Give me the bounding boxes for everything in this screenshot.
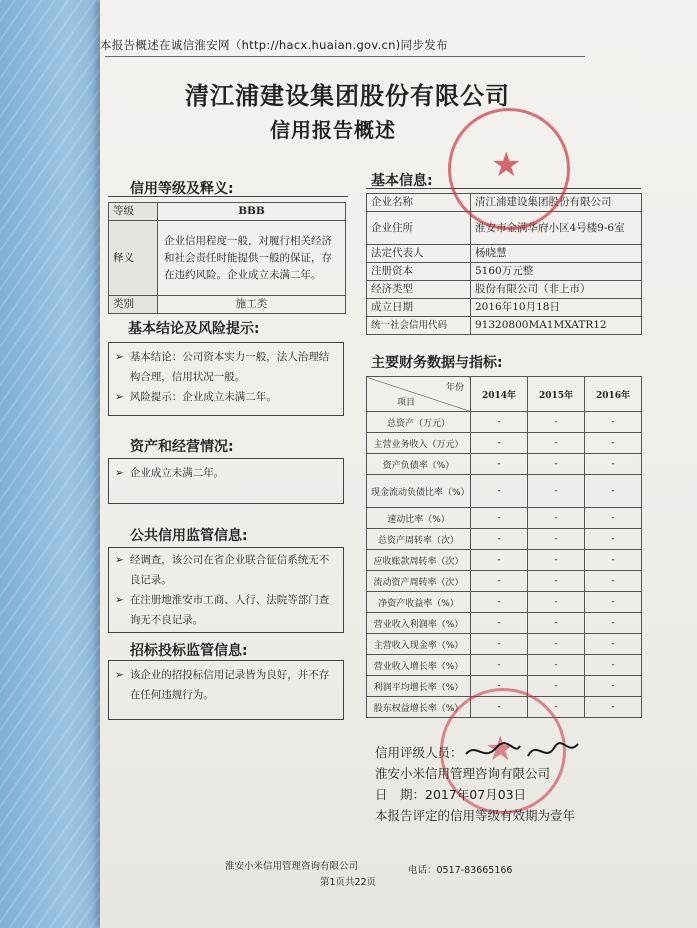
handwritten-signature xyxy=(462,736,582,766)
table-cell: - xyxy=(585,571,642,592)
footer-page: 第1页共22页 xyxy=(320,877,377,888)
table-cell: - xyxy=(471,697,528,718)
basic-heading: 基本信息: xyxy=(371,173,433,189)
table-cell: - xyxy=(528,475,585,508)
bid-heading: 招标投标监管信息: xyxy=(130,643,248,659)
table-cell: - xyxy=(528,412,585,433)
table-cell: - xyxy=(585,634,642,655)
table-row xyxy=(367,571,642,592)
table-cell: - xyxy=(585,475,642,508)
row-label: 应收账款周转率（次） xyxy=(367,550,471,571)
header-note: 本报告概述在诚信淮安网（http://hacx.huaian.gov.cn)同步发布 xyxy=(100,38,448,52)
table-cell: - xyxy=(471,613,528,634)
table-cell: - xyxy=(471,529,528,550)
table-cell: - xyxy=(528,676,585,697)
assets-box xyxy=(108,458,344,504)
table-cell: - xyxy=(585,655,642,676)
row-label: 主营业务收入（万元） xyxy=(367,433,471,454)
table-cell: - xyxy=(471,634,528,655)
table-row xyxy=(367,613,642,634)
analyst-line: 信用评级人员： xyxy=(375,745,463,760)
conclusion-box xyxy=(108,342,344,416)
blue-cover xyxy=(0,0,110,928)
table-cell: - xyxy=(585,592,642,613)
list-item: ➢ 基本结论：公司资本实力一般，法人治理结构合理，信用状况一般。 xyxy=(115,351,330,383)
finance-table xyxy=(366,376,642,718)
row-label: 总资产（万元） xyxy=(367,412,471,433)
table-cell: - xyxy=(471,508,528,529)
table-cell: - xyxy=(471,676,528,697)
table-cell: - xyxy=(528,550,585,571)
table-row xyxy=(367,412,642,433)
table-cell: - xyxy=(585,529,642,550)
table-cell: - xyxy=(585,508,642,529)
grade-table xyxy=(108,202,346,314)
table-cell: - xyxy=(585,676,642,697)
row-label: 总资产周转率（次） xyxy=(367,529,471,550)
table-row xyxy=(367,655,642,676)
table-cell: - xyxy=(528,454,585,475)
footer-phone: 电话：0517-83665166 xyxy=(408,865,513,876)
divider xyxy=(108,196,348,197)
row-label: 净资产收益率（%） xyxy=(367,592,471,613)
table-row: 企业住所 淮安市金满华府小区4号楼9-6室 xyxy=(367,212,642,245)
table-row xyxy=(367,508,642,529)
table-cell: - xyxy=(528,433,585,454)
table-cell: - xyxy=(528,529,585,550)
table-row: 法定代表人 杨晓慧 xyxy=(367,245,642,263)
row-label: 现金流动负债比率（%） xyxy=(367,475,471,508)
table-row xyxy=(367,550,642,571)
table-row xyxy=(367,634,642,655)
table-cell: - xyxy=(528,592,585,613)
table-cell: - xyxy=(585,613,642,634)
table-cell: - xyxy=(528,697,585,718)
finance-heading: 主要财务数据与指标: xyxy=(371,355,503,371)
table-cell: - xyxy=(471,475,528,508)
public-heading: 公共信用监管信息: xyxy=(130,528,248,544)
table-cell: - xyxy=(585,454,642,475)
list-item: ➢ 风险提示：企业成立未满二年。 xyxy=(115,391,277,403)
table-cell: - xyxy=(471,412,528,433)
table-cell: - xyxy=(528,634,585,655)
table-cell: - xyxy=(585,412,642,433)
row-label: 资产负债率（%） xyxy=(367,454,471,475)
corner-cell: 年份 项目 xyxy=(367,377,471,412)
list-item: ➢ 在注册地淮安市工商、人行、法院等部门查询无不良记录。 xyxy=(115,594,330,626)
table-row xyxy=(367,529,642,550)
row-label: 流动资产周转率（次） xyxy=(367,571,471,592)
table-cell: - xyxy=(585,433,642,454)
public-box xyxy=(108,547,344,633)
table-row: 经济类型 股份有限公司（非上市） xyxy=(367,281,642,299)
table-cell: - xyxy=(585,550,642,571)
table-cell: - xyxy=(528,613,585,634)
table-row xyxy=(367,433,642,454)
table-row: 等级 BBB xyxy=(109,203,346,221)
table-row: 释义 企业信用程度一般，对履行相关经济和社会责任时能提供一般的保证，存在违约风险。企业成立未满二年。 xyxy=(109,221,346,296)
list-item: ➢ 该企业的招投标信用记录皆为良好，并不存在任何违规行为。 xyxy=(115,669,330,701)
assets-heading: 资产和经营情况: xyxy=(130,439,234,455)
row-label: 主营收入现金率（%） xyxy=(367,634,471,655)
table-row: 统一社会信用代码 91320800MA1MXATR12 xyxy=(367,317,642,335)
table-header-row: 年份 项目 2014年 2015年 2016年 xyxy=(367,377,642,412)
date-line: 日 期：2017年07月03日 xyxy=(375,787,527,802)
company-seal xyxy=(448,108,570,230)
table-row: 类别 施工类 xyxy=(109,296,346,314)
bid-box xyxy=(108,660,344,720)
company-title: 清江浦建设集团股份有限公司 xyxy=(185,82,510,110)
table-row xyxy=(367,592,642,613)
table-cell: - xyxy=(528,571,585,592)
header-divider xyxy=(105,56,585,57)
footer-company: 淮安小米信用管理咨询有限公司 xyxy=(225,861,359,872)
table-cell: - xyxy=(471,592,528,613)
row-label: 营业收入增长率（%） xyxy=(367,655,471,676)
table-row: 成立日期 2016年10月18日 xyxy=(367,299,642,317)
table-cell: - xyxy=(471,433,528,454)
list-item: ➢ 企业成立未满二年。 xyxy=(115,467,225,479)
table-row: 企业名称 清江浦建设集团股份有限公司 xyxy=(367,194,642,212)
table-row: 注册资本 5160万元整 xyxy=(367,263,642,281)
table-cell: - xyxy=(471,550,528,571)
row-label: 速动比率（%） xyxy=(367,508,471,529)
validity-line: 本报告评定的信用等级有效期为壹年 xyxy=(375,808,576,823)
star-icon: ★ xyxy=(485,729,516,769)
conclusion-heading: 基本结论及风险提示: xyxy=(128,321,260,337)
table-cell: - xyxy=(528,655,585,676)
table-row xyxy=(367,475,642,508)
table-row xyxy=(367,454,642,475)
list-item: ➢ 经调查，该公司在省企业联合征信系统无不良记录。 xyxy=(115,554,330,586)
org-line: 淮安小米信用管理咨询有限公司 xyxy=(375,766,551,781)
table-cell: - xyxy=(471,454,528,475)
table-cell: - xyxy=(471,655,528,676)
table-cell: - xyxy=(528,508,585,529)
row-label: 股东权益增长率（%） xyxy=(367,697,471,718)
row-label: 利润平均增长率（%） xyxy=(367,676,471,697)
table-cell: - xyxy=(471,571,528,592)
star-icon: ★ xyxy=(491,145,522,185)
report-subtitle: 信用报告概述 xyxy=(270,118,396,142)
table-cell: - xyxy=(585,697,642,718)
grade-heading: 信用等级及释义: xyxy=(130,181,234,197)
row-label: 营业收入利润率（%） xyxy=(367,613,471,634)
